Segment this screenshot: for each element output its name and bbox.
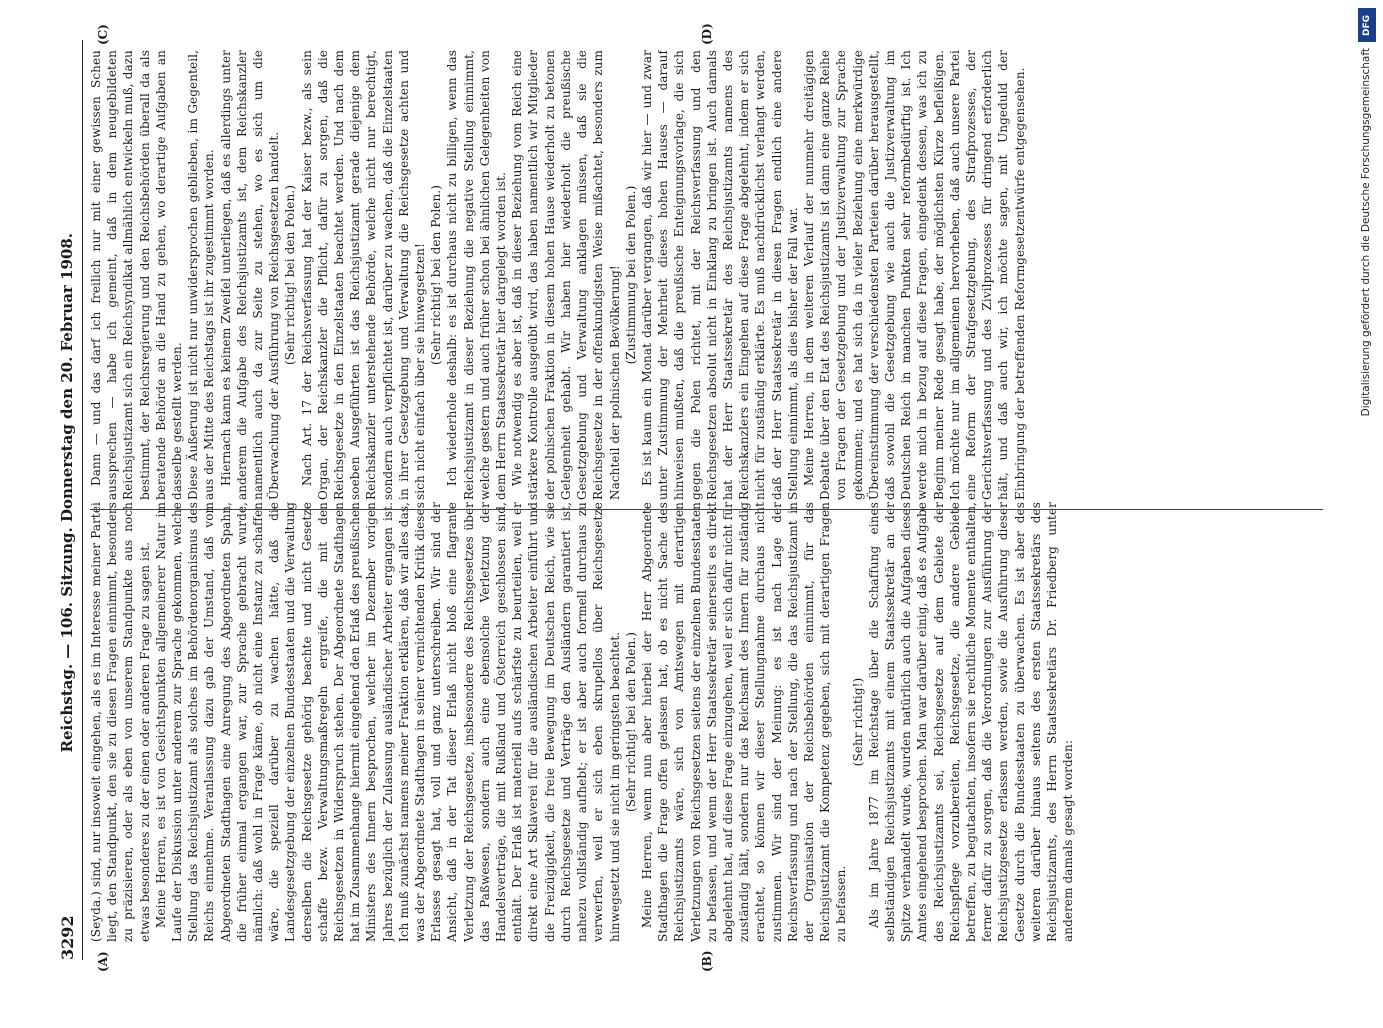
page-header (52, 40, 83, 960)
column-divider (90, 509, 1323, 510)
paragraph: Es ist kaum ein Monat darüber vergangen, daß wir hier — und zwar unter Zustimmung der Mehrheit dieses hohen Hauses — darauf hinweisen mußten, daß die preußische Enteignungsvorlage, die sich gegen die Polen richtet, mit der Reichsverfassung und den Reichsgesetzen absolut nicht in Einklang zu bringen ist. Auch damals hat der Herr Staatssekretär des Reichsjustizamts namens des Reichskanzlers ein Eingehen auf diese Frage abgelehnt, indem er sich nicht für zuständig erklärte. Es muß nachdrücklichst verlangt werden, daß der Herr Staatssekretär in diesen Fragen endlich eine andere Stellung einnimmt, als dies bisher der Fall war. (639, 50, 800, 500)
paragraph: Diese Äußerung ist nicht nur unwidersprochen geblieben, im Gegenteil, aus der Mitte des Reichstags ist ihr zugestimmt worden. (186, 50, 217, 500)
margin-marker-a: (A) (96, 951, 110, 972)
paragraph: Wie notwendig es aber ist, daß in dieser Beziehung vom Reich eine stärkere Kontrolle ausgeübt wird, das haben namentlich wir Mitglieder der polnischen Fraktion in diesem hohen Hause wiederholt zu betonen Gelegenheit gehabt. Wir haben hier wiederholt die preußische Gesetzgebung und Verwaltung anklagen müssen, daß sie die Reichsgesetze in der offenkundigsten Weise mißachtet, besonders zum Nachteil der polnischen Bevölkerung! (510, 50, 622, 500)
interjection: (Sehr richtig! bei den Polen.) (429, 184, 444, 366)
paragraph: Ich wiederhole deshalb: es ist durchaus nicht zu billigen, wenn das Reichsjustizamt in dieser Beziehung die negative Stellung einnimmt, welche gestern und auch früher schon bei ähnlichen Gelegenheiten von dem Herrn Staatssekretär hier dargelegt worden ist. (445, 50, 509, 500)
dfg-logo: DFG (1358, 8, 1376, 42)
paragraph: Hiernach kann es keinem Zweifel unterliegen, daß es allerdings unter anderem die Aufgabe des Reichsjustizamts ist, dem Reichskanzler namentlich auch da zur Seite zu stehen, wo es sich um die Überwachung der Ausführung von Reichsgesetzen handelt. (218, 50, 282, 500)
digitization-note-text: Digitalisierung gefördert durch die Deutsche Forschungsgemeinschaft (1360, 48, 1372, 417)
margin-marker-d: (D) (700, 23, 714, 45)
interjection: (Sehr richtig! bei den Polen.) (283, 184, 298, 366)
right-column (88, 50, 1323, 500)
paragraph: (Seyda.) sind, nur insoweit eingehen, als es im Interesse meiner Partei liegt, den Standpunkt, den sie zu diesen Fragen einnimmt, besonders zu präzisieren, oder als eben von unserem Standpunkte aus noch etwas besonderes zu der einen oder anderen Frage zu sagen ist. (89, 502, 152, 942)
interjection: (Sehr richtig! bei den Polen.) (623, 631, 638, 813)
paragraph: Meine Herren, wenn nun aber hierbei der Herr Abgeordnete Stadthagen die Frage offen gelassen hat, ob es nicht Sache des Reichsjustizamts wäre, sich von Amtswegen mit derartigen Verletzungen von Reichsgesetzen seitens der einzelnen Bundesstaaten zu befassen, und wenn der Herr Staatssekretär seinerseits es direkt abgelehnt hat, auf diese Frage einzugehen, weil er sich dafür nicht für zuständig hält, sondern nur das Reichsamt des Innern für zuständig erachtet, so können wir dieser Stellungnahme durchaus nicht zustimmen. Wir sind der Meinung: es ist nach Lage der Reichsverfassung und nach der Stellung, die das Reichsjustizamt in der Organisation der Reichsbehörden einnimmt, für das Reichsjustizamt die Kompetenz gegeben, sich mit derartigen Fragen zu befassen. (639, 502, 849, 942)
interjection: (Zustimmung bei den Polen.) (623, 185, 638, 365)
margin-marker-c: (C) (96, 24, 110, 45)
margin-marker-b: (B) (700, 950, 714, 972)
digitization-note (1355, 48, 1377, 1028)
header-title: Reichstag. — 106. Sitzung. Donnerstag den 20. Februar 1908. (58, 232, 76, 753)
left-column (88, 502, 1323, 942)
paragraph: Nach Art. 17 der Reichsverfassung hat der Kaiser bezw., als sein Organ, der Reichskanzler die Pflicht, dafür zu sorgen, daß die Reichsgesetze in den Einzelstaaten beachtet werden. Und nach dem soeben Ausgeführten ist das Reichsjustizamt gerade diejenige dem Reichskanzler unterstehende Behörde, welche nicht nur berechtigt, sondern auch verpflichtet ist, darüber zu wachen, daß die Einzelstaaten in ihrer Gesetzgebung und Verwaltung die Reichsgesetze achten und sich nicht einfach über sie hinwegsetzen! (299, 50, 428, 500)
page-number: 3292 (57, 915, 77, 960)
paragraph: Als im Jahre 1877 im Reichstage über die Schaffung eines selbständigen Reichsjustizamts mit einem Staatssekretär an der Spitze verhandelt wurde, wurden natürlich auch die Aufgaben dieses Amtes eingehend besprochen. Man war darüber einig, daß es Aufgabe des Reichsjustizamts sei, Reichsgesetze auf dem Gebiete der Reichspflege vorzubereiten, Reichsgesetze, die andere Gebiete betreffen, zu begutachten, insofern sie rechtliche Momente enthalten, ferner dafür zu sorgen, daß die Verordnungen zur Ausführung der Reichsjustizgesetze erlassen werden, sowie die Ausführung dieser Gesetze durch die Bundesstaaten zu überwachen. Es ist aber des weiteren darüber hinaus seitens des ersten Staatssekretärs des Reichsjustizamts, des Herrn Staatssekretärs Dr. Friedberg unter anderem damals gesagt worden: (866, 502, 1076, 942)
paragraph: Meine Herren, es ist von Gesichtspunkten allgemeinerer Natur im Laufe der Diskussion unter anderem zur Sprache gekommen, welche Stellung das Reichsjustizamt als solches im Behördenorganismus des Reichs einnehme. Veranlassung dazu gab der Umstand, daß vom Abgeordneten Stadthagen eine Anregung des Abgeordneten Spahn, die früher einmal ergangen war, zur Sprache gebracht wurde, nämlich: daß wohl in Frage käme, ob nicht eine Instanz zu schaffen wäre, die speziell darüber zu wachen hätte, daß die Landesgesetzgebung der einzelnen Bundesstaaten und die Verwaltung derselben die Reichsgesetze gehörig beachte und nicht Gesetze schaffe bezw. Verwaltungsmaßregeln ergreife, die mit den Reichsgesetzen in Widerspruch stehen. Der Abgeordnete Stadthagen hat im Zusammenhange hiermit eingehend den Erlaß des preußischen Ministers des Innern besprochen, welcher im Dezember vorigen Jahres bezüglich der Zulassung ausländischer Arbeiter ergangen ist. Ich muß zunächst namens meiner Fraktion erklären, daß wir alles das, was der Abgeordnete Stadthagen in seiner vernichtenden Kritik dieses Erlasses gesagt hat, voll und ganz unterschreiben. Wir sind der Ansicht, daß in der Tat dieser Erlaß nicht bloß eine flagrante Verletzung der Reichsgesetze, insbesondere des Reichsgesetzes über das Paßwesen, sondern auch eine ebensolche Verletzung der Handelsverträge, die mit Rußland und Österreich geschlossen sind, enthält. Der Erlaß ist materiell aufs schärfste zu beurteilen, weil er direkt eine Art Sklaverei für die ausländischen Arbeiter einführt und die Freizügigkeit, die freie Bewegung im Deutschen Reich, wie sie durch Reichsgesetze und Verträge den Ausländern garantiert ist, nahezu vollständig aufhebt; er ist aber auch formell durchaus zu verwerfen, weil er sich eben skrupellos über Reichsgesetze hinwegsetzt und sie nicht im geringsten beachtet. (153, 502, 622, 942)
quote-paragraph: Dann — und das darf ich freilich nur mit einer gewissen Scheu aussprechen — habe ich gemeint, daß in dem neugebildeten Reichsjustizamt sich ein Reichsyndikat allmählich entwickeln muß, dazu bestimmt, der Reichsregierung und den Reichsbehörden überall da als beratende Behörde an die Hand zu gehen, wo derartige Aufgaben an dasselbe gestellt werden. (89, 50, 185, 500)
paragraph: Meine Herren, in dem weiteren Verlauf der nunmehr dreitägigen Debatte über den Etat des Reichsjustizamts ist dann eine ganze Reihe von Fragen der Gesetzgebung und der Justizverwaltung zur Sprache gekommen; und es hat sich da in vieler Beziehung eine merkwürdige Übereinstimmung der verschiedensten Parteien darüber herausgestellt, daß sowohl die Gesetzgebung wie auch die Justizverwaltung im Deutschen Reich in manchen Punkten sehr reformbedürftig ist. Ich werde mich in bezug auf diese Fragen, eingedenk dessen, was ich zu Beginn meiner Rede gesagt habe, der möglichsten Kürze befleißigen. Ich möchte nur im allgemeinen hervorheben, daß auch unsere Partei eine Reform der Strafgesetzgebung, des Strafprozesses, der Gerichtsverfassung und des Zivilprozesses für dringend erforderlich hält, und daß auch wir, ich möchte sagen, mit Ungeduld der Einbringung der betreffenden Reformgesetzentwürfe entgegensehen. (801, 50, 1027, 500)
interjection: (Sehr richtig!) (850, 677, 865, 767)
